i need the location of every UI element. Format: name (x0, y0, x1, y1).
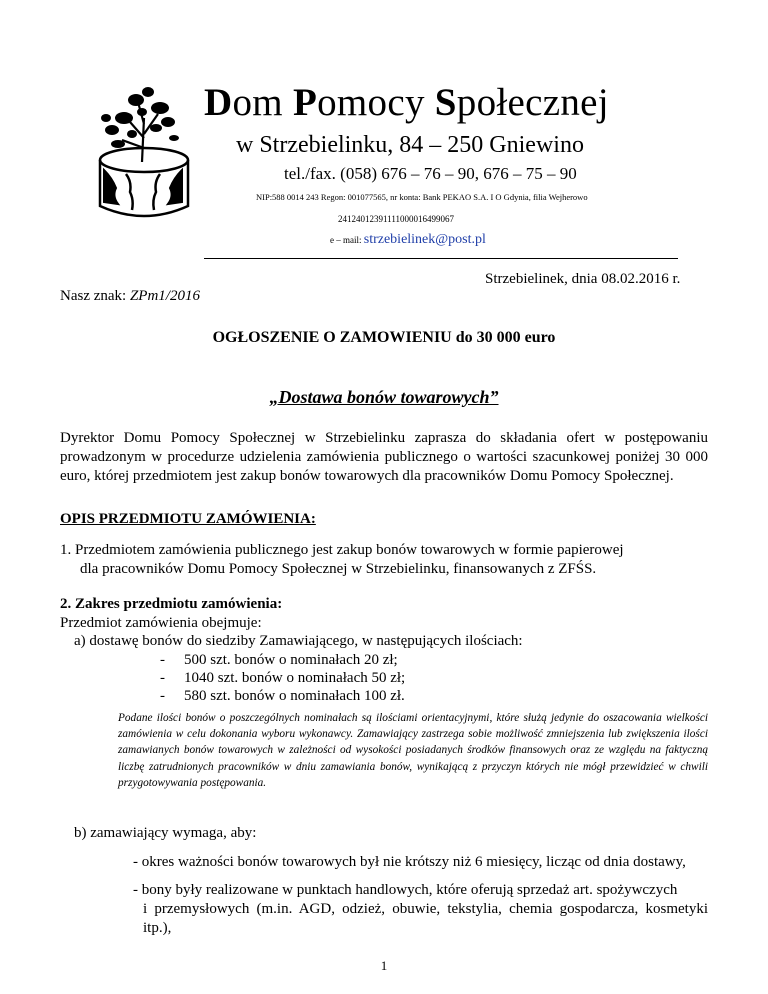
requirement-validity: - okres ważności bonów towarowych był nie krótszy niż 6 miesięcy, licząc od dnia dostawy, (133, 854, 686, 870)
requirement-stores: - bony były realizowane w punktach handlowych, które oferują sprzedaż art. spożywczych i przemysłowych (m.in. AGD, odzież, obuwie, tekstylia, chemia gospodarcza, kosmetyki itp.), (133, 882, 708, 936)
item-1 (60, 541, 720, 579)
section-title: OPIS PRZEDMIOTU ZAMÓWIENIA: (60, 511, 316, 527)
reference-label: Nasz znak: (60, 288, 127, 304)
bank-account: 24124012391111000016499067 (338, 214, 454, 224)
institution-logo (82, 78, 204, 226)
list-item: - 500 szt. bonów o nominałach 20 zł; (160, 652, 398, 668)
letterhead-divider (204, 258, 678, 259)
item-2a: a) dostawę bonów do siedziby Zamawiającego, w następujących ilościach: (74, 633, 523, 649)
institution-ids: NIP:588 0014 243 Regon: 001077565, nr konta: Bank PEKAO S.A. I O Gdynia, filia Wejherowo (256, 192, 588, 202)
email-line (330, 232, 486, 248)
list-item: - 1040 szt. bonów o nominałach 50 zł; (160, 670, 406, 686)
email-label: e – mail: (330, 235, 362, 245)
item-1-line-2: dla pracowników Domu Pomocy Społecznej w Strzebielinku, finansowanych z ZFŚS. (80, 561, 597, 577)
page-number: 1 (380, 958, 388, 973)
document-date: Strzebielinek, dnia 08.02.2016 r. (485, 271, 681, 287)
item-2-lead: Przedmiot zamówienia obejmuje: (60, 615, 262, 631)
list-item: - 580 szt. bonów o nominałach 100 zł. (160, 688, 405, 704)
item-1-line-1: 1. Przedmiotem zamówienia publicznego jest zakup bonów towarowych w formie papierowej (60, 542, 624, 558)
institution-address: w Strzebielinku, 84 – 250 Gniewino (236, 132, 584, 158)
email-link[interactable]: strzebielinek@post.pl (363, 232, 486, 247)
item-2b: b) zamawiający wymaga, aby: (74, 825, 257, 841)
intro-paragraph: Dyrektor Domu Pomocy Społecznej w Strzebielinku zaprasza do składania ofert w postępowaniu prowadzonym w procedurze udzielenia zamówienia publicznego o wartości szacunkowej poniżej 30 000 euro, której przedmiotem jest zakup bonów towarowych dla pracowników Domu Pomocy Społecznej. (60, 430, 708, 484)
institution-phone: tel./fax. (058) 676 – 76 – 90, 676 – 75 – 90 (284, 164, 577, 183)
reference-number (60, 287, 200, 306)
reference-value: ZPm1/2016 (129, 288, 200, 304)
item-2-title: 2. Zakres przedmiotu zamówienia: (60, 596, 283, 612)
announcement-heading: OGŁOSZENIE O ZAMOWIENIU do 30 000 euro (212, 329, 556, 346)
institution-name: Dom Pomocy Społecznej (204, 81, 609, 124)
quantity-note: Podane ilości bonów o poszczególnych nominałach są ilościami orientacyjnymi, które służą jedynie do oszacowania wielkości zamówienia w celu dokonania wyboru wykonawcy. Zamawiający zastrzega sobie możliwość zmniejszenia lub zwiększenia ilości zamawianych bonów towarowych w zależności od wysokości posiadanych środków finansowych oraz ze względu na faktyczną liczbę zatrudnionych pracowników w dniu zamawiania bonów, wynikającą z przyczyn których nie mógł przewidzieć w chwili przygotowywania postępowania. (118, 712, 708, 789)
announcement-subject: „Dostawa bonów towarowych” (269, 387, 499, 407)
